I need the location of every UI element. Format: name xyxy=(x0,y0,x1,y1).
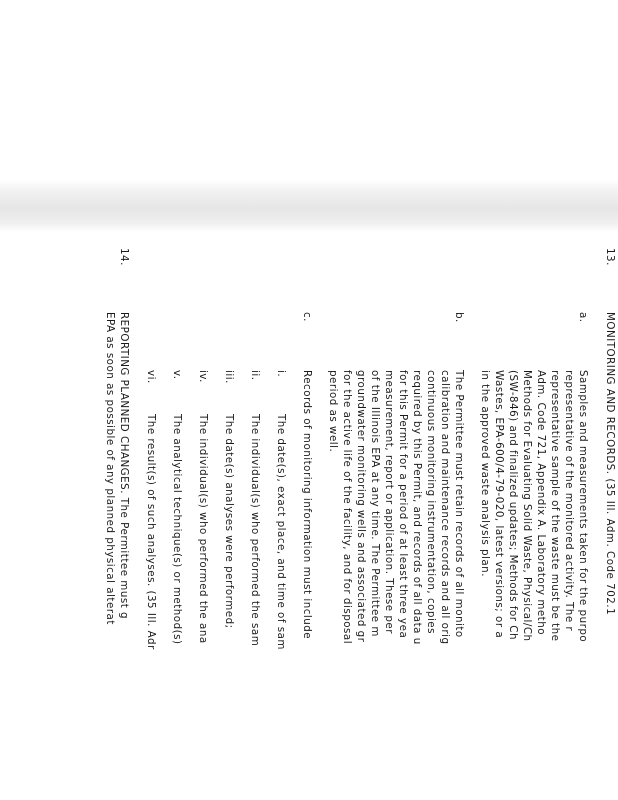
subitem-iv-marker: iv. xyxy=(197,370,209,383)
item-a-line-3: representative sample of the waste must be the xyxy=(549,370,561,642)
item-b-line-5: for this Permit for a period of at least three yea xyxy=(397,370,409,639)
item-a-line-8: in the approved waste analysis plan. xyxy=(479,370,491,577)
subitem-vi-text: The result(s) of such analyses. (35 Ill. Adr xyxy=(145,414,157,650)
item-a-line-1: Samples and measurements taken for the purpo xyxy=(577,370,589,643)
section-14-number: 14. xyxy=(118,248,130,266)
section-13-number: 13. xyxy=(604,248,616,266)
section-14-line-2: EPA as soon as possible of any planned physical alterat xyxy=(104,312,116,625)
item-b-marker: b. xyxy=(453,312,465,323)
item-b-line-6: measurement, report or application. These per xyxy=(383,370,395,634)
subitem-iv-text: The individual(s) who performed the ana xyxy=(197,414,209,644)
section-13-heading: MONITORING AND RECORDS. (35 Ill. Adm. Code 702.1 xyxy=(604,312,616,616)
subitem-v-marker: v. xyxy=(171,370,183,380)
item-b-line-7: of the Illinois EPA at any time. The Permittee m xyxy=(369,370,381,637)
subitem-iii-marker: iii. xyxy=(223,370,235,384)
subitem-v-text: The analytical technique(s) or method(s) xyxy=(171,414,183,645)
item-a-line-5: Methods for Evaluating Solid Waste, Physical/Ch xyxy=(521,370,533,642)
item-b-line-3: continuous monitoring instrumentation, copies xyxy=(425,370,437,634)
subitem-ii-text: The individual(s) who performed the sam xyxy=(249,414,261,647)
item-a-line-4: Adm. Code 721, Appendix A. Laboratory metho xyxy=(535,370,547,636)
item-c-intro: Records of monitoring information must include xyxy=(301,370,313,640)
item-b-line-10: period as well. xyxy=(327,370,339,453)
item-b-line-9: for the active life of the facility, and for disposal xyxy=(341,370,353,645)
section-14-line-1: REPORTING PLANNED CHANGES. The Permittee must g xyxy=(118,312,130,620)
item-a-line-7: Wastes, EPA-600/4-79-020, latest versions; or a xyxy=(493,370,505,639)
subitem-i-text: The date(s), exact place, and time of sam xyxy=(275,414,287,650)
item-a-line-2: representative of the monitored activity. The r xyxy=(563,370,575,632)
item-a-line-6: (SW-846) and finalized updates; Methods for Ch xyxy=(507,370,519,641)
item-b-line-1: The Permittee must retain records of all monito xyxy=(453,370,465,638)
item-b-line-8: groundwater monitoring wells and associated gr xyxy=(355,370,367,643)
item-b-line-4: required by this Permit, and records of all data u xyxy=(411,370,423,645)
item-b-line-2: calibration and maintenance records and all orig xyxy=(439,370,451,645)
item-a-marker: a. xyxy=(577,312,589,323)
subitem-iii-text: The date(s) analyses were performed; xyxy=(223,414,235,629)
subitem-ii-marker: ii. xyxy=(249,370,261,381)
item-c-marker: c. xyxy=(301,312,313,322)
subitem-vi-marker: vi. xyxy=(145,370,157,384)
subitem-i-marker: i. xyxy=(275,370,287,378)
